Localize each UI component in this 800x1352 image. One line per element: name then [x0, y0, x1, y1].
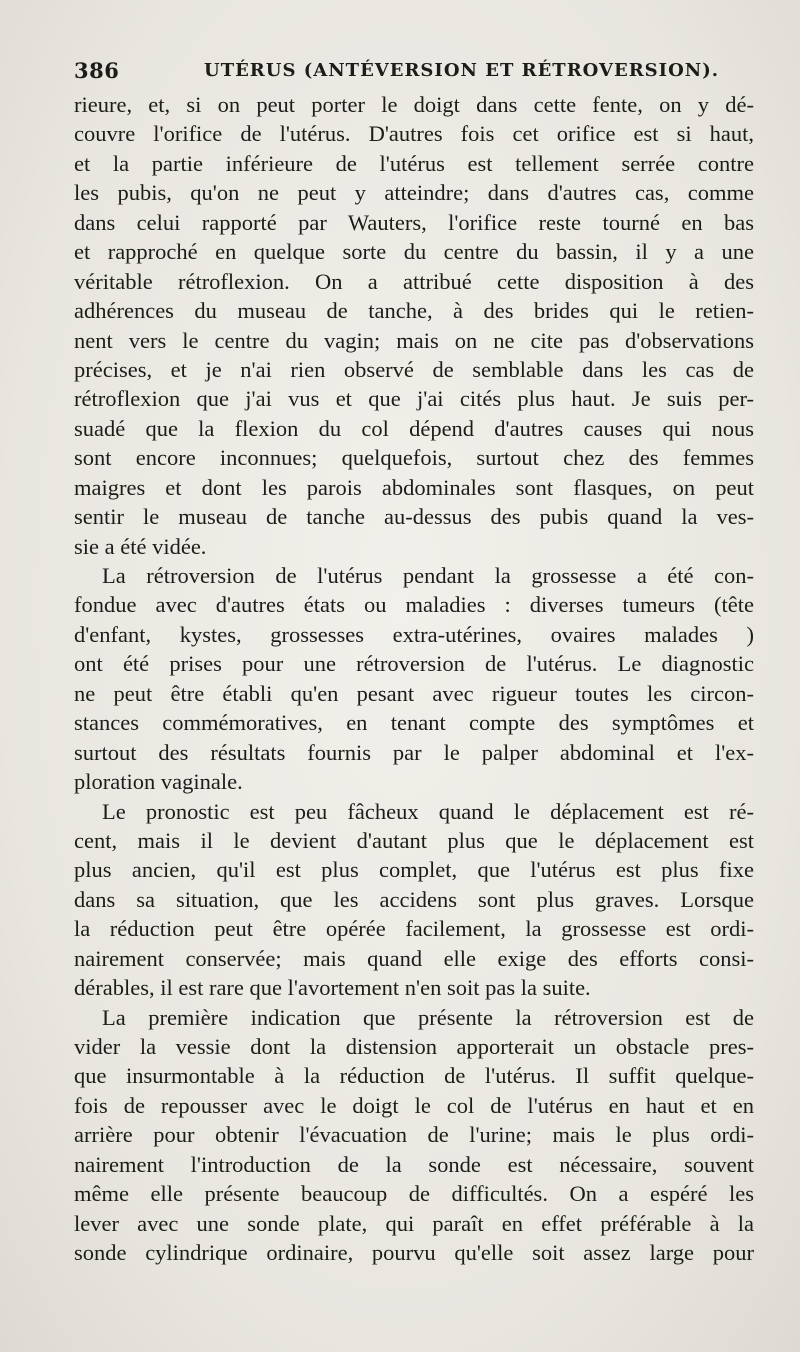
text-line: maigres et dont les parois abdominales sont flasques, on peut — [74, 474, 754, 500]
text-line: véritable rétroflexion. On a attribué cette disposition à des — [74, 268, 754, 294]
text-line: nairement conservée; mais quand elle exige des efforts consi- — [74, 945, 754, 971]
text-line: Le pronostic est peu fâcheux quand le déplacement est ré- — [102, 798, 754, 824]
text-line: vider la vessie dont la distension apporterait un obstacle pres- — [74, 1034, 754, 1059]
text-line: cent, mais il le devient d'autant plus que le déplacement est — [74, 827, 754, 853]
text-line: rieure, et, si on peut porter le doigt dans cette fente, on y dé- — [74, 92, 754, 117]
text-line: et rapproché en quelque sorte du centre du bassin, il y a une — [74, 239, 754, 265]
text-line: d'enfant, kystes, grossesses extra-utérines, ovaires malades ) — [74, 621, 754, 647]
text-line: fondue avec d'autres états ou maladies : diverses tumeurs (tête — [74, 592, 754, 618]
text-line: même elle présente beaucoup de difficultés. On a espéré les — [74, 1181, 754, 1207]
text-line: dans celui rapporté par Wauters, l'orifice reste tourné en bas — [74, 209, 754, 235]
page-number: 386 — [74, 58, 120, 83]
text-line: nent vers le centre du vagin; mais on ne cite pas d'observations — [74, 327, 754, 353]
running-title: UTÉRUS (ANTÉVERSION ET RÉTROVERSION). — [204, 60, 720, 81]
text-line: arrière pour obtenir l'évacuation de l'urine; mais le plus ordi- — [74, 1122, 754, 1148]
text-line: dérables, il est rare que l'avortement n'en soit pas la suite. — [74, 975, 591, 1001]
text-line: La première indication que présente la rétroversion est de — [102, 1004, 754, 1030]
text-line: La rétroversion de l'utérus pendant la grossesse a été con- — [102, 563, 754, 588]
text-line: sentir le museau de tanche au-dessus des pubis quand la ves- — [74, 504, 754, 530]
body-text — [74, 90, 754, 1268]
text-line: que insurmontable à la réduction de l'utérus. Il suffit quelque- — [74, 1063, 754, 1089]
text-line: ne peut être établi qu'en pesant avec rigueur toutes les circon- — [74, 680, 754, 706]
text-line: et la partie inférieure de l'utérus est tellement serrée contre — [74, 150, 754, 176]
text-line: sont encore inconnues; quelquefois, surtout chez des femmes — [74, 445, 754, 471]
text-line: dans sa situation, que les accidens sont plus graves. Lorsque — [74, 886, 754, 912]
text-line: couvre l'orifice de l'utérus. D'autres fois cet orifice est si haut, — [74, 121, 754, 147]
text-line: lever avec une sonde plate, qui paraît en effet préférable à la — [74, 1210, 754, 1236]
text-line: rétroflexion que j'ai vus et que j'ai cités plus haut. Je suis per- — [74, 386, 754, 412]
text-line: adhérences du museau de tanche, à des brides qui le retien- — [74, 298, 754, 324]
text-line: stances commémoratives, en tenant compte des symptômes et — [74, 710, 754, 736]
text-line: les pubis, qu'on ne peut y atteindre; dans d'autres cas, comme — [74, 180, 754, 206]
page-header — [74, 58, 750, 88]
text-line: précises, et je n'ai rien observé de semblable dans les cas de — [74, 356, 754, 382]
text-line: sie a été vidée. — [74, 533, 207, 559]
text-line: plus ancien, qu'il est plus complet, que l'utérus est plus fixe — [74, 857, 754, 883]
text-line: sonde cylindrique ordinaire, pourvu qu'elle soit assez large pour — [74, 1240, 754, 1266]
text-line: ploration vaginale. — [74, 769, 243, 795]
text-line: ont été prises pour une rétroversion de l'utérus. Le diagnostic — [74, 651, 754, 677]
text-line: nairement l'introduction de la sonde est nécessaire, souvent — [74, 1151, 754, 1177]
text-line: la réduction peut être opérée facilement, la grossesse est ordi- — [74, 916, 754, 942]
text-line: suadé que la flexion du col dépend d'autres causes qui nous — [74, 415, 754, 441]
text-line: fois de repousser avec le doigt le col de l'utérus en haut et en — [74, 1092, 754, 1118]
text-line: surtout des résultats fournis par le palper abdominal et l'ex- — [74, 739, 754, 765]
